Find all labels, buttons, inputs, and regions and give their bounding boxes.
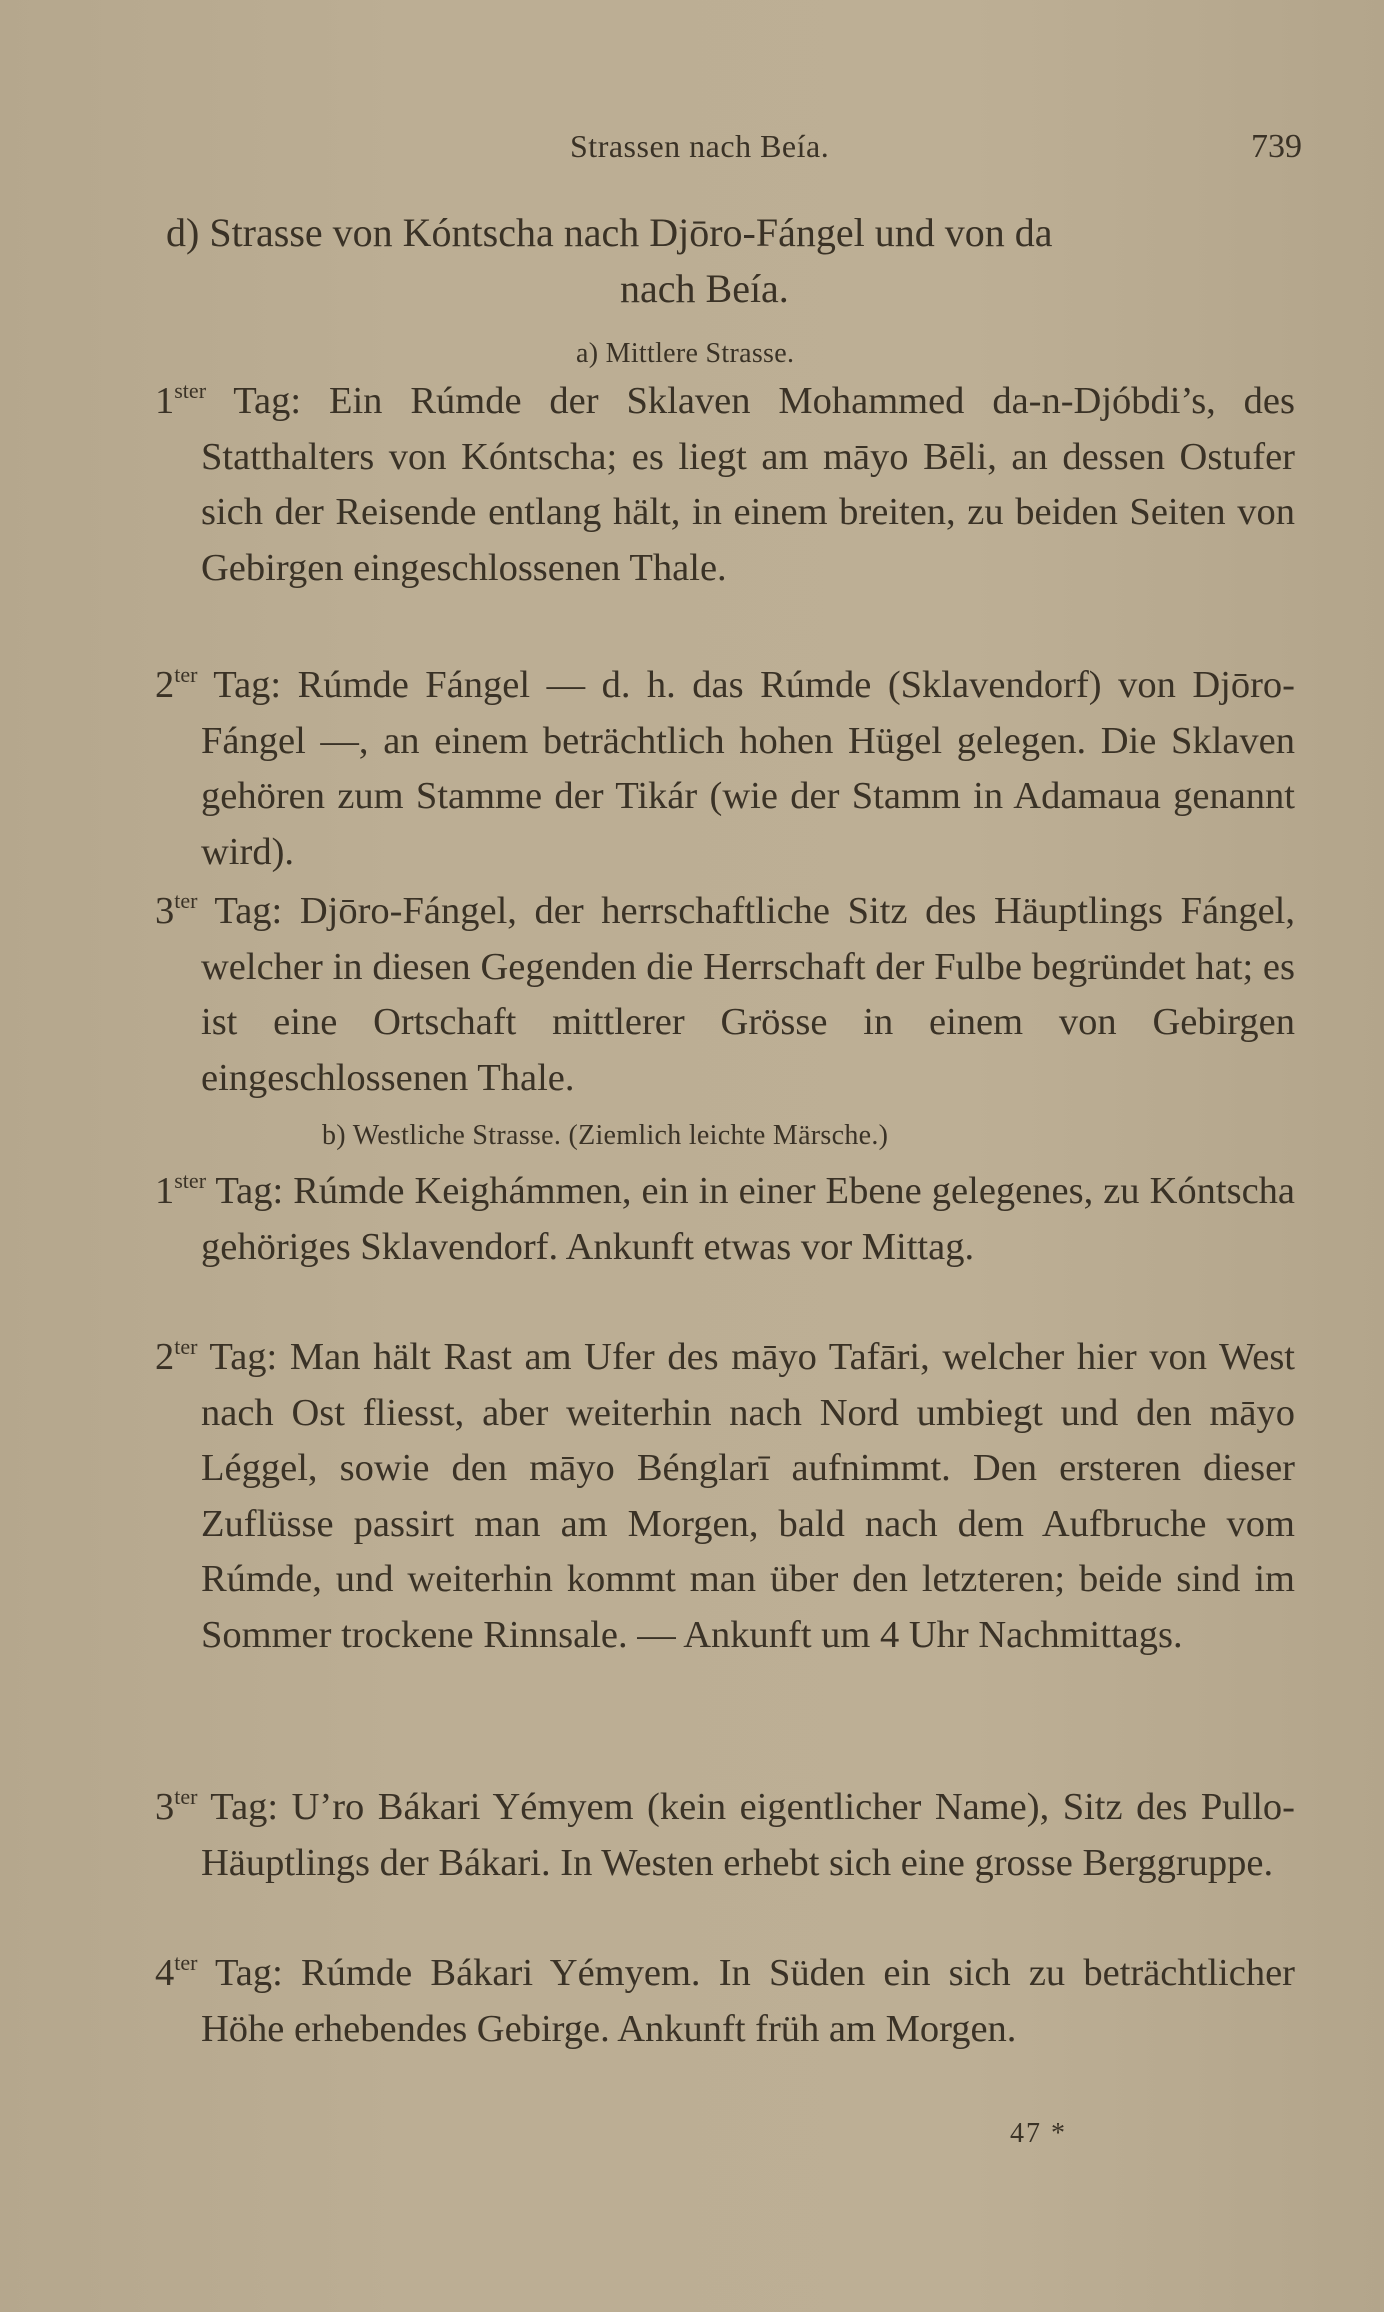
day-text: Ein Rúmde der Sklaven Mohammed da-n-Djóbdi’s, des Statthalters von Kóntscha; es liegt am māyo Bēli, an dessen Ostufer sich der Reisende entlang hält, in einem breiten, zu beiden Seiten von Gebirgen eingeschlossenen Thale. xyxy=(201,380,1296,589)
route-b-day-4 xyxy=(155,1946,1295,2057)
signature-mark: 47 * xyxy=(1010,2118,1067,2149)
route-b-day-2 xyxy=(155,1330,1295,1663)
day-entry-paragraph xyxy=(155,884,1295,1106)
day-text: Rúmde Keighámmen, ein in einer Ebene gelegenes, zu Kóntscha gehöriges Sklavendorf. Ankunft etwas vor Mittag. xyxy=(201,1170,1295,1268)
section-heading-line-1: d) Strasse von Kóntscha nach Djōro-Fángel und von da xyxy=(166,210,1053,255)
day-ordinal-suffix: ter xyxy=(174,662,198,687)
day-label: Tag: xyxy=(197,890,300,932)
day-ordinal-suffix: ter xyxy=(174,1784,198,1809)
day-label: Tag: xyxy=(197,1952,301,1994)
day-ordinal-suffix: ter xyxy=(174,1950,198,1975)
day-ordinal: 1 xyxy=(155,380,175,422)
section-heading-line-2: nach Beía. xyxy=(620,266,789,311)
day-ordinal: 3 xyxy=(155,1786,175,1828)
page-number: 739 xyxy=(1251,128,1302,165)
section-heading xyxy=(166,205,1296,317)
day-entry-paragraph xyxy=(155,658,1295,880)
day-label: Tag: xyxy=(197,664,298,706)
day-text: Man hält Rast am Ufer des māyo Tafāri, welcher hier von West nach Ost fliesst, aber weiterhin nach Nord umbiegt und den māyo Léggel, sowie den māyo Bénglarī aufnimmt. Den ersteren dieser Zuflüsse passirt man am Morgen, bald nach dem Aufbruche vom Rúmde, und weiterhin kommt man über den letzteren; beide sind im Sommer trockene Rinnsale. — Ankunft um 4 Uhr Nachmittags. xyxy=(201,1336,1296,1656)
day-label: Tag: xyxy=(197,1786,292,1828)
day-ordinal: 4 xyxy=(155,1952,175,1994)
page-header xyxy=(0,128,1384,172)
day-entry-paragraph xyxy=(155,1780,1295,1891)
day-entry-paragraph xyxy=(155,1330,1295,1663)
day-label: Tag: xyxy=(206,1170,294,1212)
route-a-day-1 xyxy=(155,374,1295,596)
route-b-day-1 xyxy=(155,1164,1295,1275)
route-a-heading: a) Mittlere Strasse. xyxy=(576,338,795,369)
day-ordinal: 1 xyxy=(155,1170,175,1212)
day-entry-paragraph xyxy=(155,1164,1295,1275)
day-text: Rúmde Fángel — d. h. das Rúmde (Sklavendorf) von Djōro-Fángel —, an einem beträchtlich hohen Hügel gelegen. Die Sklaven gehören zum Stamme der Tikár (wie der Stamm in Adamaua genannt wird). xyxy=(201,664,1295,873)
day-ordinal: 3 xyxy=(155,890,175,932)
day-text: Rúmde Bákari Yémyem. In Süden ein sich zu beträchtlicher Höhe erhebendes Gebirge. Ankunft früh am Morgen. xyxy=(201,1952,1295,2050)
running-title: Strassen nach Beía. xyxy=(570,128,830,164)
day-label: Tag: xyxy=(206,380,329,422)
day-ordinal-suffix: ster xyxy=(174,1168,207,1193)
day-ordinal: 2 xyxy=(155,664,175,706)
day-ordinal: 2 xyxy=(155,1336,175,1378)
route-b-heading: b) Westliche Strasse. (Ziemlich leichte Märsche.) xyxy=(322,1120,889,1151)
day-label: Tag: xyxy=(197,1336,290,1378)
day-text: U’ro Bákari Yémyem (kein eigentlicher Name), Sitz des Pullo-Häuptlings der Bákari. In Westen erhebt sich eine grosse Berggruppe. xyxy=(201,1786,1295,1884)
day-entry-paragraph xyxy=(155,1946,1295,2057)
route-b-day-3 xyxy=(155,1780,1295,1891)
day-ordinal-suffix: ter xyxy=(174,1334,198,1359)
day-ordinal-suffix: ter xyxy=(174,888,198,913)
route-a-day-2 xyxy=(155,658,1295,880)
day-entry-paragraph xyxy=(155,374,1295,596)
day-text: Djōro-Fángel, der herrschaftliche Sitz des Häuptlings Fángel, welcher in diesen Gegenden die Herrschaft der Fulbe begründet hat; es ist eine Ortschaft mittlerer Grösse in einem von Gebirgen eingeschlossenen Thale. xyxy=(201,890,1295,1099)
route-a-day-3 xyxy=(155,884,1295,1106)
day-ordinal-suffix: ster xyxy=(174,378,207,403)
